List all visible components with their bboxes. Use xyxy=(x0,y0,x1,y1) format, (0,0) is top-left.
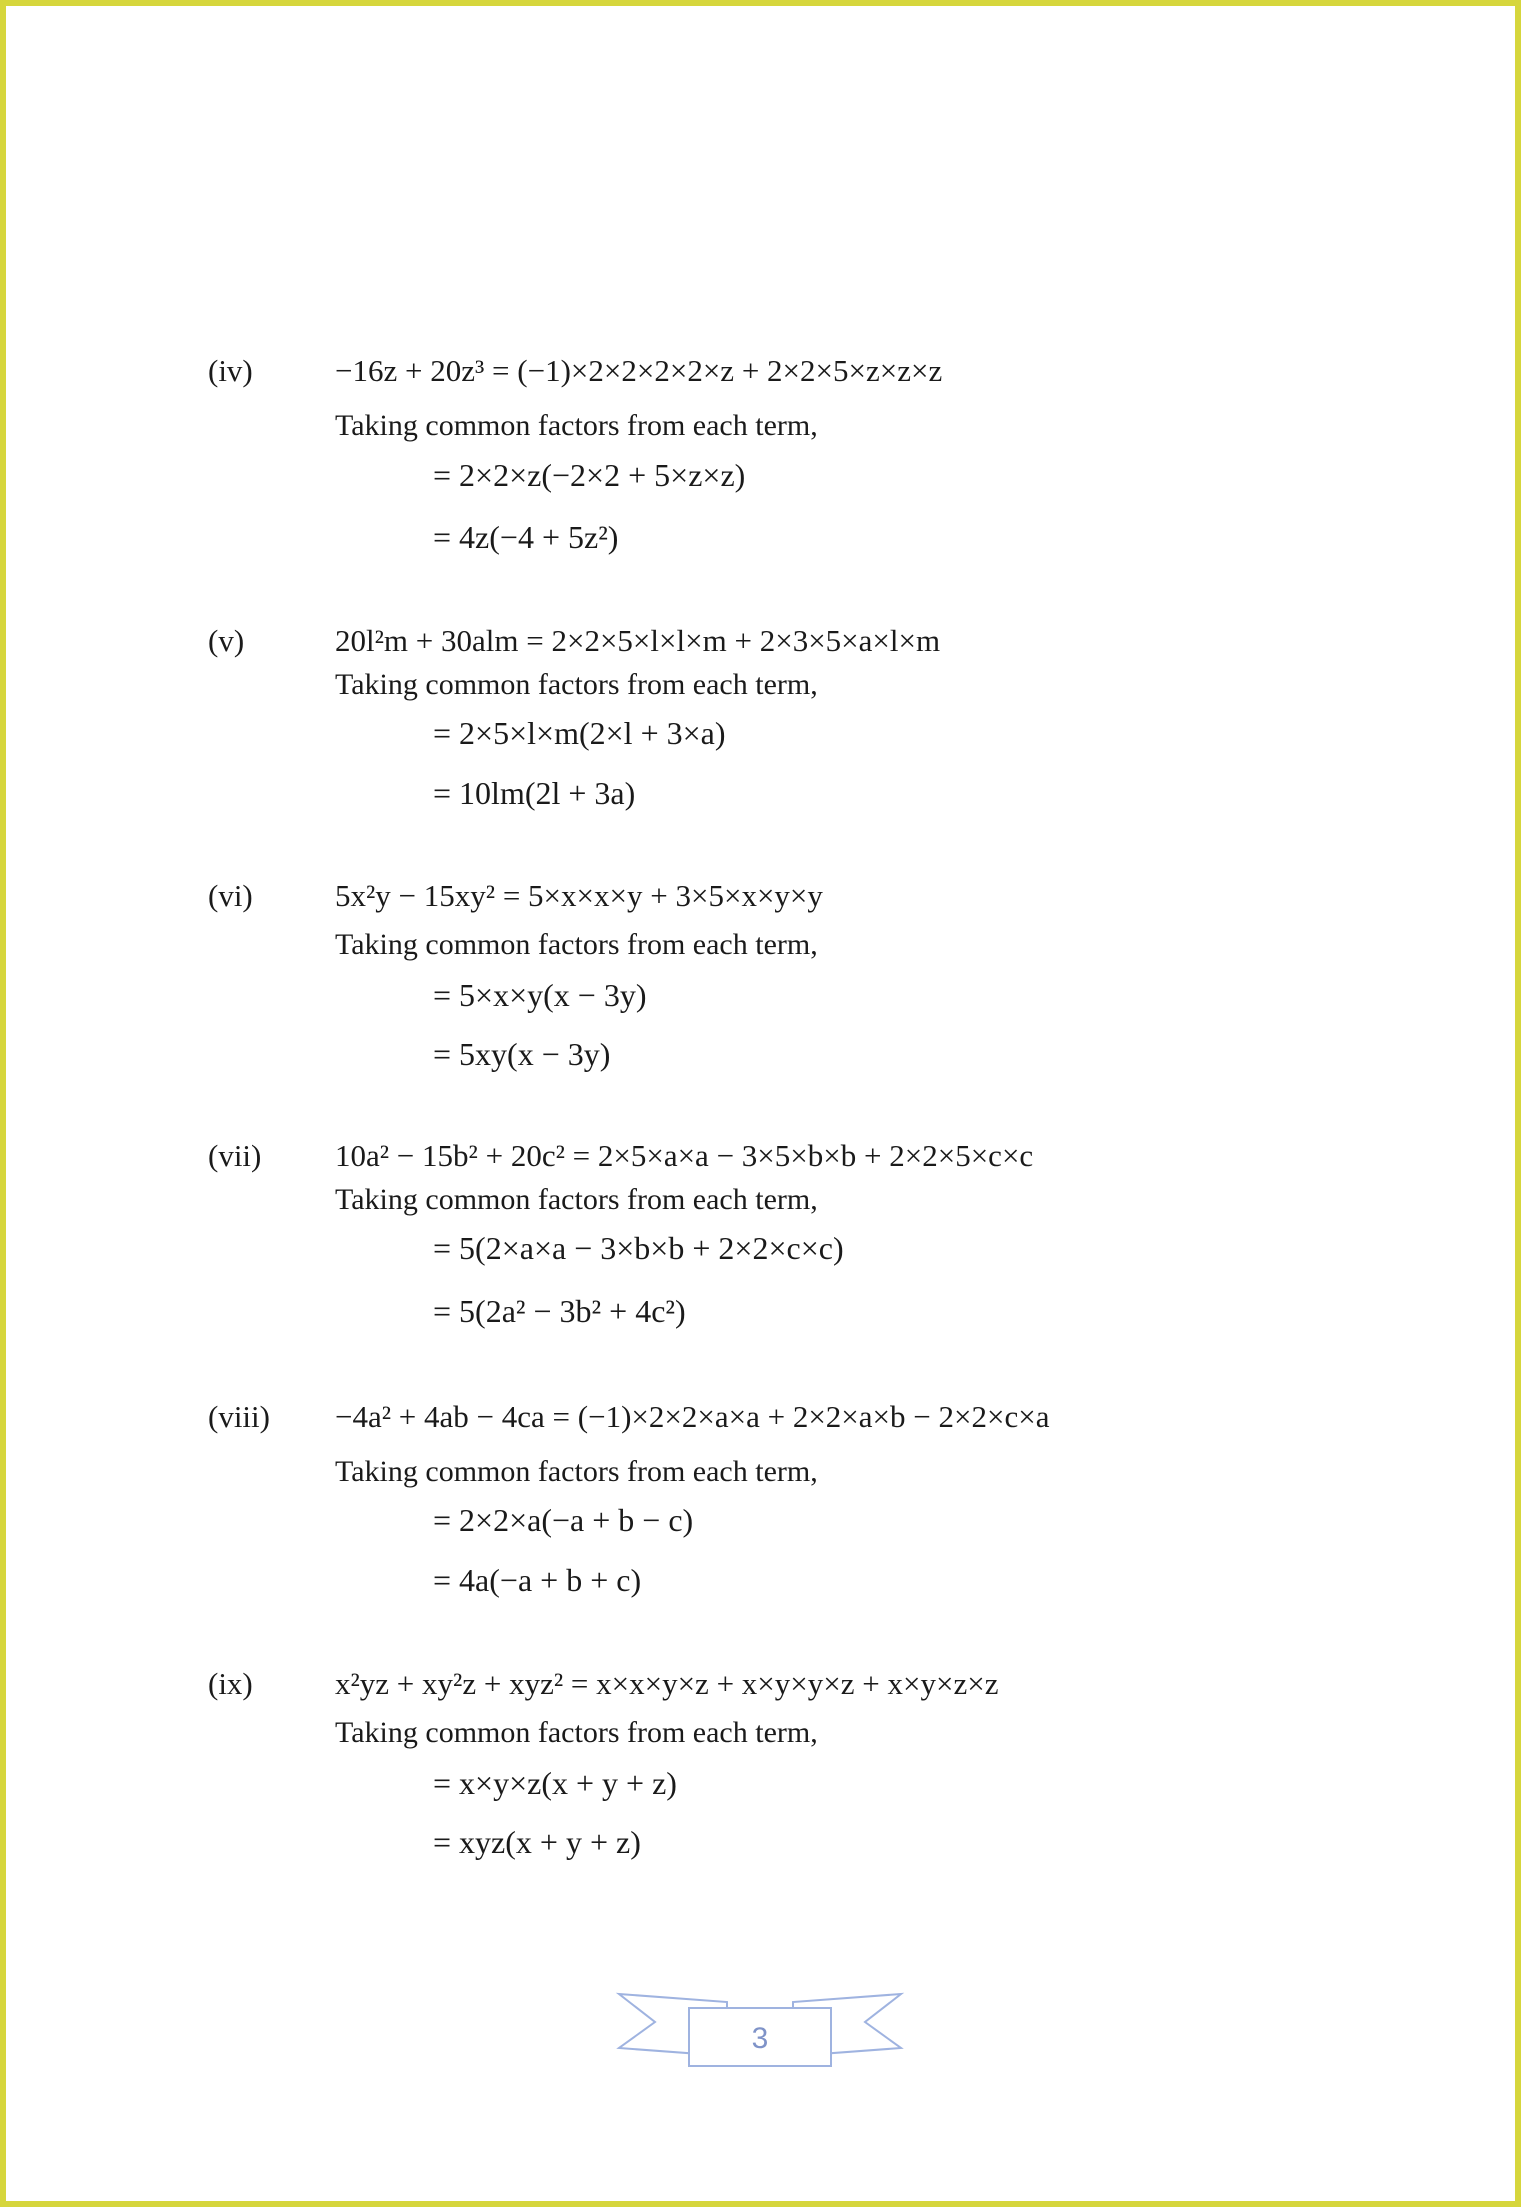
problem-label: (ix) xyxy=(208,1666,253,1701)
solution-step: = 10lm(2l + 3a) xyxy=(433,775,636,811)
solution-step: = 5×x×y(x − 3y) xyxy=(433,977,647,1013)
solution-step: = xyz(x + y + z) xyxy=(433,1824,641,1860)
problem-note: Taking common factors from each term, xyxy=(335,928,818,961)
problem-note: Taking common factors from each term, xyxy=(335,1183,818,1216)
problem-equation: −4a² + 4ab − 4ca = (−1)×2×2×a×a + 2×2×a×b − 2×2×c×a xyxy=(335,1399,1050,1434)
problem-equation: 10a² − 15b² + 20c² = 2×5×a×a − 3×5×b×b + 2×2×5×c×c xyxy=(335,1138,1034,1173)
problem-note: Taking common factors from each term, xyxy=(335,668,818,701)
page-number: 3 xyxy=(751,2022,769,2055)
problem-label: (vi) xyxy=(208,878,253,913)
problem-label: (vii) xyxy=(208,1138,262,1173)
solution-step: = x×y×z(x + y + z) xyxy=(433,1765,677,1801)
problem-label: (iv) xyxy=(208,353,253,388)
problem-note: Taking common factors from each term, xyxy=(335,409,818,442)
solution-step: = 2×2×a(−a + b − c) xyxy=(433,1502,694,1538)
problem-equation: x²yz + xy²z + xyz² = x×x×y×z + x×y×y×z + x×y×z×z xyxy=(335,1666,999,1701)
problem-note: Taking common factors from each term, xyxy=(335,1455,818,1488)
problem-note: Taking common factors from each term, xyxy=(335,1716,818,1749)
problem-equation: 5x²y − 15xy² = 5×x×x×y + 3×5×x×y×y xyxy=(335,878,823,913)
problem-label: (viii) xyxy=(208,1399,270,1434)
solution-step: = 2×5×l×m(2×l + 3×a) xyxy=(433,715,726,751)
solution-step: = 5(2×a×a − 3×b×b + 2×2×c×c) xyxy=(433,1230,844,1266)
problem-equation: 20l²m + 30alm = 2×2×5×l×l×m + 2×3×5×a×l×m xyxy=(335,623,941,658)
solution-step: = 5xy(x − 3y) xyxy=(433,1036,611,1072)
problem-label: (v) xyxy=(208,623,245,658)
solution-step: = 5(2a² − 3b² + 4c²) xyxy=(433,1293,686,1329)
solution-step: = 4a(−a + b + c) xyxy=(433,1562,642,1598)
solution-step: = 4z(−4 + 5z²) xyxy=(433,519,619,555)
solution-step: = 2×2×z(−2×2 + 5×z×z) xyxy=(433,457,746,493)
problem-equation: −16z + 20z³ = (−1)×2×2×2×2×z + 2×2×5×z×z×z xyxy=(335,353,943,388)
